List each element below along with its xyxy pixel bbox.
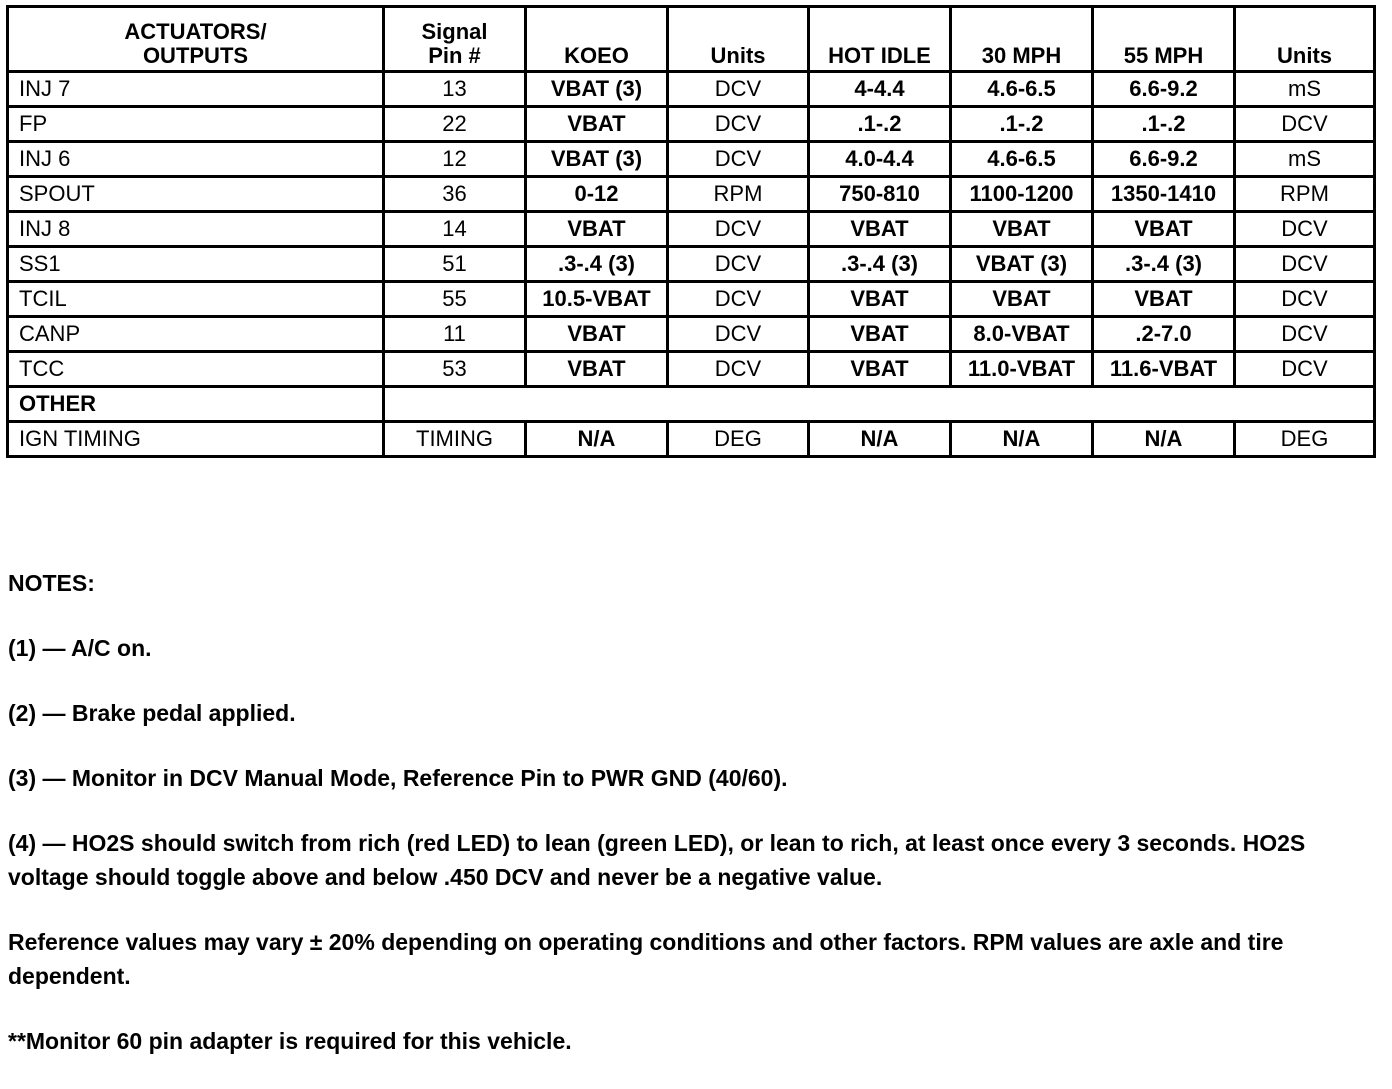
table-body — [8, 72, 1375, 457]
table-cell: 6.6-9.2 — [1093, 72, 1235, 107]
table-cell: .3-.4 (3) — [809, 247, 951, 282]
table-cell: RPM — [1235, 177, 1375, 212]
table-row — [8, 177, 1375, 212]
note-4: (4) — HO2S should switch from rich (red LED) to lean (green LED), or lean to rich, at least once every 3 seconds. HO2S voltage should toggle above and below .450 DCV and never be a negative value. — [8, 830, 1306, 890]
table-cell: 750-810 — [809, 177, 951, 212]
table-cell: 13 — [384, 72, 526, 107]
table-cell: 14 — [384, 212, 526, 247]
column-header: Signal Pin # — [384, 7, 526, 72]
note-3: (3) — Monitor in DCV Manual Mode, Reference Pin to PWR GND (40/60). — [8, 765, 788, 791]
table-cell: VBAT — [1093, 212, 1235, 247]
table-cell: TIMING — [384, 422, 526, 457]
table-cell: INJ 7 — [8, 72, 384, 107]
table-cell: VBAT — [809, 282, 951, 317]
table-cell: .1-.2 — [951, 107, 1093, 142]
table-cell: DCV — [1235, 282, 1375, 317]
table-cell: RPM — [668, 177, 809, 212]
table-row — [8, 142, 1375, 177]
table-cell: 10.5-VBAT — [526, 282, 668, 317]
table-cell: DCV — [668, 107, 809, 142]
column-header: HOT IDLE — [809, 7, 951, 72]
table-row — [8, 212, 1375, 247]
table-cell: VBAT — [809, 352, 951, 387]
table-cell: VBAT — [526, 107, 668, 142]
table-cell: N/A — [526, 422, 668, 457]
column-header: Units — [1235, 7, 1375, 72]
table-row — [8, 247, 1375, 282]
table-cell: .2-7.0 — [1093, 317, 1235, 352]
table-cell: TCC — [8, 352, 384, 387]
table-cell: VBAT — [1093, 282, 1235, 317]
table-cell: .3-.4 (3) — [526, 247, 668, 282]
table-cell: N/A — [809, 422, 951, 457]
notes-heading: NOTES: — [8, 570, 95, 596]
table-cell: 36 — [384, 177, 526, 212]
table-cell: VBAT (3) — [951, 247, 1093, 282]
table-cell: CANP — [8, 317, 384, 352]
table-cell: TCIL — [8, 282, 384, 317]
table-cell-empty — [384, 387, 1375, 422]
table-cell: DCV — [1235, 317, 1375, 352]
header-row — [8, 7, 1375, 72]
table-cell: FP — [8, 107, 384, 142]
column-header: Units — [668, 7, 809, 72]
table-cell: VBAT — [526, 352, 668, 387]
table-cell: N/A — [1093, 422, 1235, 457]
column-header: 30 MPH — [951, 7, 1093, 72]
table-cell: DEG — [1235, 422, 1375, 457]
table-cell: VBAT — [526, 317, 668, 352]
table-row — [8, 422, 1375, 457]
table-cell: 4-4.4 — [809, 72, 951, 107]
table-cell: 11 — [384, 317, 526, 352]
table-cell: VBAT (3) — [526, 142, 668, 177]
table-cell: VBAT (3) — [526, 72, 668, 107]
table-cell: DEG — [668, 422, 809, 457]
table-cell: 55 — [384, 282, 526, 317]
table-cell: .3-.4 (3) — [1093, 247, 1235, 282]
table-cell: 53 — [384, 352, 526, 387]
table-row — [8, 107, 1375, 142]
table-cell: SPOUT — [8, 177, 384, 212]
table-cell: 11.0-VBAT — [951, 352, 1093, 387]
table-row-other — [8, 387, 1375, 422]
table-cell: DCV — [1235, 212, 1375, 247]
table-cell: VBAT — [526, 212, 668, 247]
table-cell: 12 — [384, 142, 526, 177]
table-cell: DCV — [1235, 247, 1375, 282]
table-cell: 4.0-4.4 — [809, 142, 951, 177]
table-cell: .1-.2 — [1093, 107, 1235, 142]
table-cell: DCV — [668, 352, 809, 387]
table-cell: VBAT — [951, 212, 1093, 247]
table-cell: DCV — [668, 142, 809, 177]
adapter-note: **Monitor 60 pin adapter is required for this vehicle. — [8, 1028, 572, 1054]
table-cell: 22 — [384, 107, 526, 142]
table-cell: mS — [1235, 142, 1375, 177]
table-cell: 4.6-6.5 — [951, 72, 1093, 107]
table-cell: VBAT — [951, 282, 1093, 317]
table-cell: IGN TIMING — [8, 422, 384, 457]
table-cell: 4.6-6.5 — [951, 142, 1093, 177]
table-cell: 0-12 — [526, 177, 668, 212]
table-cell: 11.6-VBAT — [1093, 352, 1235, 387]
table-cell: 8.0-VBAT — [951, 317, 1093, 352]
table-cell: .1-.2 — [809, 107, 951, 142]
column-header: ACTUATORS/ OUTPUTS — [8, 7, 384, 72]
table-cell: N/A — [951, 422, 1093, 457]
note-1: (1) — A/C on. — [8, 635, 152, 661]
table-cell: 1100-1200 — [951, 177, 1093, 212]
table-row — [8, 352, 1375, 387]
notes-section — [8, 566, 1378, 1089]
table-cell: INJ 6 — [8, 142, 384, 177]
table-cell: 6.6-9.2 — [1093, 142, 1235, 177]
table-cell: VBAT — [809, 212, 951, 247]
table-cell: 1350-1410 — [1093, 177, 1235, 212]
reference-note: Reference values may vary ± 20% depending on operating conditions and other factors. RPM values are axle and tire dependent. — [8, 929, 1284, 989]
reference-values-table — [6, 5, 1376, 458]
table-cell: VBAT — [809, 317, 951, 352]
table-row — [8, 317, 1375, 352]
table-cell: mS — [1235, 72, 1375, 107]
table-cell: DCV — [668, 247, 809, 282]
table-cell: 51 — [384, 247, 526, 282]
table-cell: DCV — [1235, 352, 1375, 387]
table-cell: INJ 8 — [8, 212, 384, 247]
column-header: KOEO — [526, 7, 668, 72]
table-cell: DCV — [668, 282, 809, 317]
table-cell: DCV — [1235, 107, 1375, 142]
table-cell: SS1 — [8, 247, 384, 282]
column-header: 55 MPH — [1093, 7, 1235, 72]
table-row — [8, 72, 1375, 107]
table-row — [8, 282, 1375, 317]
other-label: OTHER — [8, 387, 384, 422]
table-cell: DCV — [668, 212, 809, 247]
note-2: (2) — Brake pedal applied. — [8, 700, 296, 726]
table-cell: DCV — [668, 72, 809, 107]
table-cell: DCV — [668, 317, 809, 352]
